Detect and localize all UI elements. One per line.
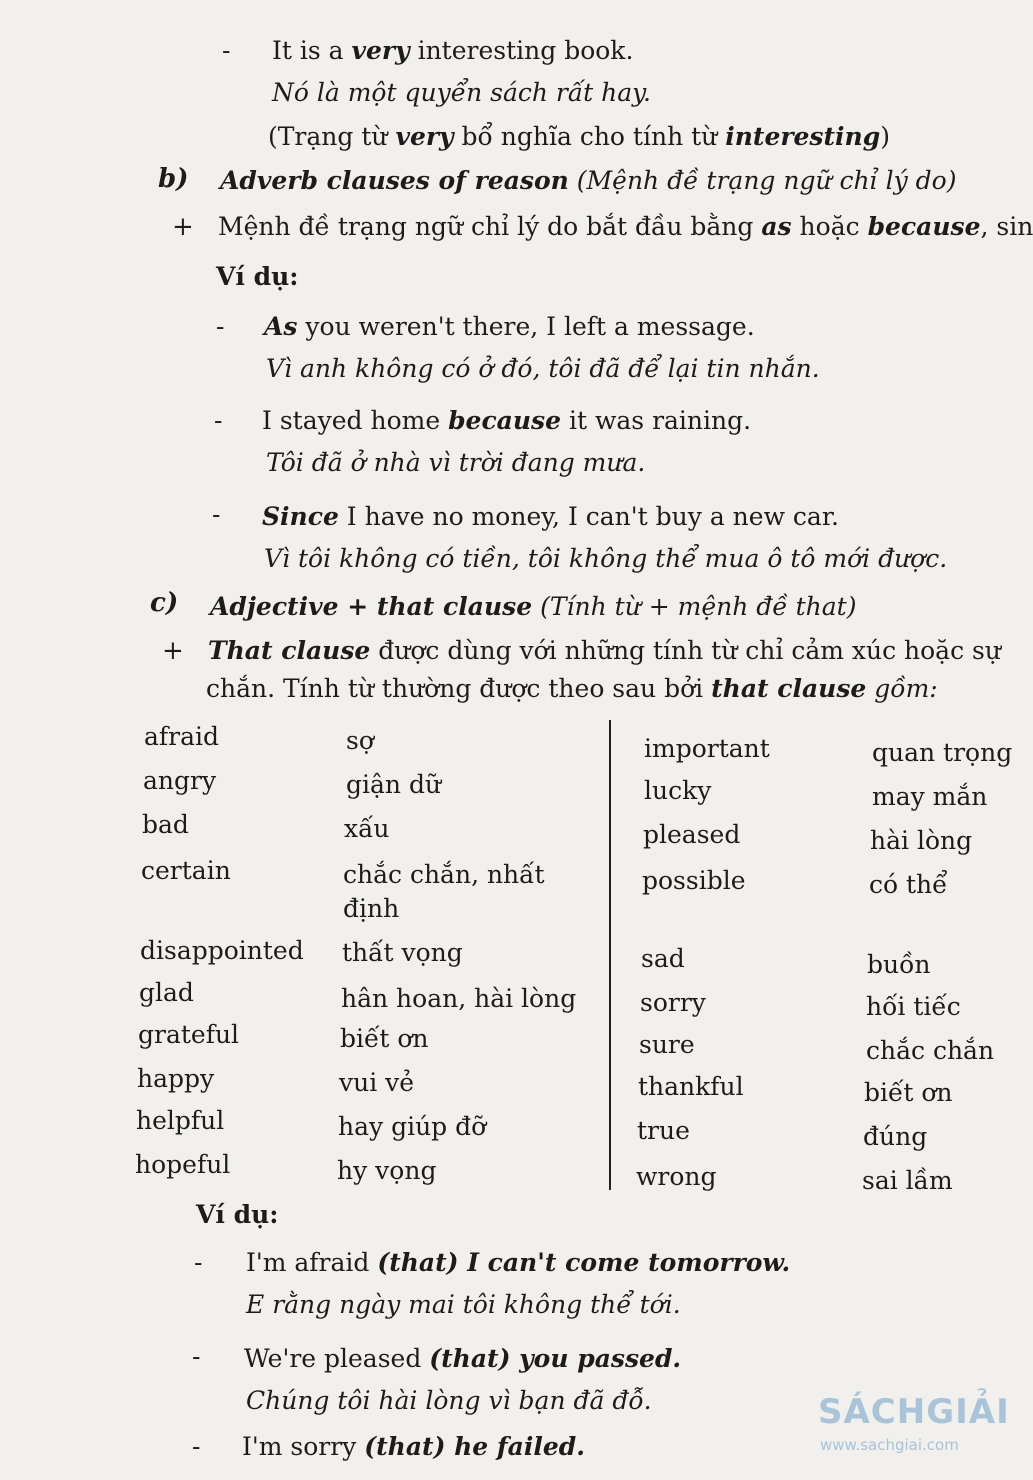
adj-vi: vui vẻ: [339, 1068, 415, 1097]
vidu-label: Ví dụ:: [216, 262, 299, 291]
bullet-dash: -: [214, 406, 223, 435]
adj-vi: hân hoan, hài lòng: [341, 984, 577, 1013]
bullet-dash: -: [192, 1342, 201, 1371]
adj-vi: sai lầm: [862, 1166, 953, 1195]
adj-en: sorry: [640, 988, 706, 1017]
adj-vi: có thể: [869, 870, 948, 899]
adj-en: true: [637, 1116, 690, 1145]
adj-en: wrong: [636, 1162, 717, 1191]
adj-en: hopeful: [135, 1150, 231, 1179]
adj-vi: hối tiếc: [866, 992, 961, 1021]
example-since-translation: Vì tôi không có tiền, tôi không thể mua ô tô mới được.: [264, 544, 948, 573]
adj-vi: xấu: [344, 814, 390, 843]
example-since: Since I have no money, I can't buy a new car.: [262, 502, 839, 531]
example-afraid-translation: E rằng ngày mai tôi không thể tới.: [246, 1290, 681, 1319]
bullet-dash: -: [192, 1432, 201, 1461]
example-as: As you weren't there, I left a message.: [264, 312, 755, 341]
adj-vi: thất vọng: [342, 938, 463, 967]
bullet-plus: +: [172, 212, 194, 242]
adj-en: bad: [142, 810, 189, 839]
section-b-heading: Adverb clauses of reason (Mệnh đề trạng ngữ chỉ lý do): [220, 166, 957, 195]
watermark-brand: SÁCHGIẢI: [818, 1392, 1010, 1432]
bullet-dash: -: [216, 312, 225, 341]
rule-c-line-1: That clause được dùng với những tính từ chỉ cảm xúc hoặc sự: [208, 636, 1001, 665]
adj-en: certain: [141, 856, 231, 885]
adj-en: grateful: [138, 1020, 240, 1049]
adj-en: glad: [139, 978, 194, 1007]
adj-vi: biết ơn: [864, 1078, 953, 1107]
example-pleased: We're pleased (that) you passed.: [244, 1344, 682, 1373]
example-very: It is a very interesting book.: [272, 36, 634, 65]
adj-en: lucky: [644, 776, 712, 805]
example-sorry: I'm sorry (that) he failed.: [242, 1432, 585, 1461]
sachgiai-watermark-logo: [818, 1380, 1024, 1480]
rule-b: Mệnh đề trạng ngữ chỉ lý do bắt đầu bằng as hoặc because, sin: [218, 212, 1033, 241]
adj-en: angry: [143, 766, 217, 795]
bullet-dash: -: [212, 500, 221, 529]
adj-en: important: [644, 734, 770, 763]
adj-vi: may mắn: [872, 782, 988, 811]
vidu-label: Ví dụ:: [196, 1200, 279, 1229]
adj-vi: buồn: [867, 950, 931, 979]
bullet-dash: -: [194, 1248, 203, 1277]
adj-en: afraid: [144, 722, 220, 751]
section-b-marker: b): [158, 164, 189, 194]
adj-en: disappointed: [140, 936, 304, 965]
adj-vi: chắc chắn, nhất: [343, 860, 545, 889]
adj-vi: chắc chắn: [866, 1036, 995, 1065]
bullet-plus: +: [162, 636, 184, 666]
adj-en: happy: [137, 1064, 215, 1093]
bullet-dash: -: [222, 36, 231, 65]
note-very: (Trạng từ very bổ nghĩa cho tính từ interesting): [268, 122, 890, 151]
example-as-translation: Vì anh không có ở đó, tôi đã để lại tin nhắn.: [266, 354, 820, 383]
section-c-marker: c): [150, 588, 179, 618]
adj-en: possible: [642, 866, 746, 895]
adj-vi: đúng: [863, 1122, 928, 1151]
rule-c-line-2: chắn. Tính từ thường được theo sau bởi that clause gồm:: [206, 674, 938, 703]
section-c-heading: Adjective + that clause (Tính từ + mệnh đề that): [210, 592, 857, 621]
adj-vi: hy vọng: [337, 1156, 437, 1185]
watermark-url: www.sachgiai.com: [820, 1436, 959, 1454]
adj-en: sad: [641, 944, 685, 973]
adj-vi-cont: định: [343, 894, 400, 923]
example-very-translation: Nó là một quyển sách rất hay.: [272, 78, 651, 107]
table-divider: [609, 720, 611, 1190]
example-afraid: I'm afraid (that) I can't come tomorrow.: [246, 1248, 791, 1277]
adj-en: sure: [639, 1030, 695, 1059]
adj-vi: hài lòng: [870, 826, 973, 855]
adj-vi: giận dữ: [346, 770, 442, 799]
adj-vi: biết ơn: [340, 1024, 429, 1053]
adj-vi: sợ: [346, 726, 374, 755]
adj-en: helpful: [136, 1106, 225, 1135]
adj-en: pleased: [643, 820, 741, 849]
example-pleased-translation: Chúng tôi hài lòng vì bạn đã đỗ.: [246, 1386, 652, 1415]
adj-en: thankful: [638, 1072, 744, 1101]
adj-vi: quan trọng: [872, 738, 1013, 767]
example-because-translation: Tôi đã ở nhà vì trời đang mưa.: [266, 448, 646, 477]
adj-vi: hay giúp đỡ: [338, 1112, 487, 1141]
example-because: I stayed home because it was raining.: [262, 406, 752, 435]
